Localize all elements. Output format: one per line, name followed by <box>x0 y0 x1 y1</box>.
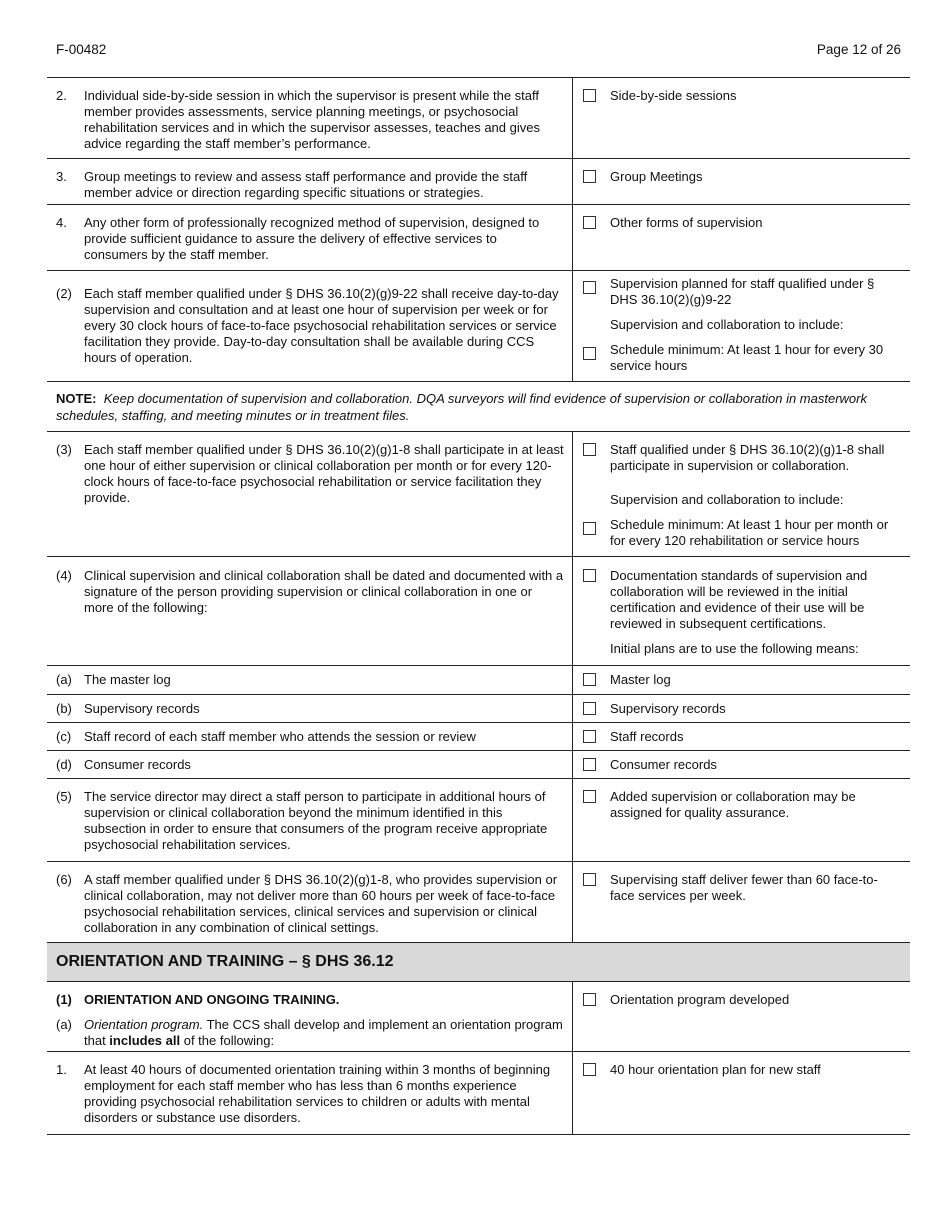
section-subheading: ORIENTATION AND ONGOING TRAINING. <box>84 992 340 1007</box>
requirement-text: Orientation program. The CCS shall develop and implement an orientation program that includes all of the following: <box>84 1017 563 1048</box>
item-number: 3. <box>56 169 67 184</box>
checkbox[interactable] <box>583 873 596 886</box>
item-number: 2. <box>56 88 67 103</box>
checkbox-label: Staff qualified under § DHS 36.10(2)(g)1-8 shall participate in supervision or collaboration. <box>610 442 885 473</box>
requirements-table <box>47 77 910 1135</box>
requirement-text: Clinical supervision and clinical collaboration shall be dated and documented with a signature of the person providing supervision or clinical collaboration in one or more of the following: <box>84 568 564 615</box>
table-row <box>47 779 910 862</box>
checkbox[interactable] <box>583 1063 596 1076</box>
requirement-text: Group meetings to review and assess staff performance and provide the staff member advice or direction regarding specific situations or strategies. <box>84 169 528 200</box>
checkbox[interactable] <box>583 569 596 582</box>
table-row <box>47 205 910 271</box>
requirement-text: The master log <box>84 672 171 687</box>
checkbox[interactable] <box>583 281 596 294</box>
item-number: 1. <box>56 1062 67 1077</box>
checkbox[interactable] <box>583 702 596 715</box>
checkbox-label: Added supervision or collaboration may be assigned for quality assurance. <box>610 789 856 820</box>
checkbox[interactable] <box>583 673 596 686</box>
include-note: Initial plans are to use the following means: <box>610 641 859 656</box>
requirement-text: Each staff member qualified under § DHS 36.10(2)(g)1-8 shall participate in at least one hour of either supervision or clinical collaboration per month or for every 120-clock hours of face-to-face psychosocial rehabilitation or service facilitation they provide. <box>84 442 564 505</box>
checkbox[interactable] <box>583 758 596 771</box>
checkbox[interactable] <box>583 170 596 183</box>
checkbox-label: Orientation program developed <box>610 992 790 1007</box>
checkbox-label: Schedule minimum: At least 1 hour per month or for every 120 rehabilitation or service hours <box>610 517 889 548</box>
checkbox[interactable] <box>583 347 596 360</box>
checkbox-label: Group Meetings <box>610 169 703 184</box>
item-number: (2) <box>56 286 72 301</box>
checkbox[interactable] <box>583 443 596 456</box>
checkbox-label: Supervisory records <box>610 701 726 716</box>
page-number: Page 12 of 26 <box>816 42 901 57</box>
table-row <box>47 432 910 557</box>
checkbox[interactable] <box>583 993 596 1006</box>
item-number: (3) <box>56 442 72 457</box>
table-row <box>47 862 910 943</box>
include-note: Supervision and collaboration to include: <box>610 492 844 507</box>
checkbox[interactable] <box>583 89 596 102</box>
table-row <box>47 159 910 205</box>
item-number: (c) <box>56 729 72 744</box>
note-label: NOTE: <box>56 391 97 406</box>
item-number: (4) <box>56 568 72 583</box>
include-note: Supervision and collaboration to include: <box>610 317 844 332</box>
table-row <box>47 751 910 779</box>
requirement-text: Staff record of each staff member who attends the session or review <box>84 729 476 744</box>
checkbox-label: Staff records <box>610 729 684 744</box>
checkbox-label: Master log <box>610 672 671 687</box>
requirement-text: A staff member qualified under § DHS 36.10(2)(g)1-8, who provides supervision or clinical collaboration, may not deliver more than 60 hours per week of face-to-face psychosocial rehabilitation services, clinical services and supervision or clinical collaboration in any combination of clinical settings. <box>84 872 558 935</box>
requirement-text: Each staff member qualified under § DHS 36.10(2)(g)9-22 shall receive day-to-day supervision and consultation and at least one hour of supervision per week or for every 30 clock hours of face-to-face psychosocial rehabilitation services or service facilitation they provide. Day-to-day consultation shall be available during CCS hours of operation. <box>84 286 559 365</box>
table-row <box>47 723 910 751</box>
checkbox-label: Documentation standards of supervision and collaboration will be reviewed in the initial certification and evidence of their use will be reviewed in subsequent certifications. <box>610 568 868 631</box>
checkbox-label: 40 hour orientation plan for new staff <box>610 1062 821 1077</box>
table-row <box>47 982 910 1052</box>
checkbox-label: Consumer records <box>610 757 717 772</box>
requirement-text: Consumer records <box>84 757 191 772</box>
requirement-text: Individual side-by-side session in which the supervisor is present while the staff member provides assessments, service planning meetings, or psychosocial rehabilitation services and in which the supervisor assesses, teaches and gives advice regarding the staff member’s performance. <box>84 88 540 151</box>
section-title: ORIENTATION AND TRAINING – § DHS 36.12 <box>47 943 910 981</box>
form-id: F-00482 <box>56 42 107 57</box>
requirement-text: At least 40 hours of documented orientation training within 3 months of beginning employment for each staff member who has less than 6 months experience providing psychosocial rehabilitation services to children or adults with mental disorders or substance use disorders. <box>84 1062 551 1125</box>
item-number: (a) <box>56 1017 72 1032</box>
checkbox-label: Supervision planned for staff qualified under § DHS 36.10(2)(g)9-22 <box>610 276 875 307</box>
item-number: (6) <box>56 872 72 887</box>
checkbox[interactable] <box>583 790 596 803</box>
table-row <box>47 695 910 723</box>
requirement-text: The service director may direct a staff person to participate in additional hours of supervision or clinical collaboration beyond the minimum identified in this subsection in order to ensure that consumers of the program receive appropriate psychosocial rehabilitation services. <box>84 789 548 852</box>
table-row <box>47 271 910 382</box>
note-text: Keep documentation of supervision and collaboration. DQA surveyors will find evidence of supervision or collaboration in masterwork schedules, staffing, and meeting minutes or in treatment files. <box>56 391 867 423</box>
checkbox-label: Side-by-side sessions <box>610 88 737 103</box>
table-row <box>47 1052 910 1135</box>
table-row <box>47 557 910 666</box>
checkbox[interactable] <box>583 522 596 535</box>
note-row <box>47 382 910 432</box>
item-number: 4. <box>56 215 67 230</box>
requirement-text: Any other form of professionally recognized method of supervision, designed to provide sufficient guidance to assure the delivery of effective services to consumers by the staff member. <box>84 215 540 262</box>
item-number: (1) <box>56 992 72 1007</box>
section-header-row <box>47 943 910 982</box>
table-row <box>47 78 910 159</box>
checkbox[interactable] <box>583 216 596 229</box>
checkbox-label: Schedule minimum: At least 1 hour for every 30 service hours <box>610 342 884 373</box>
table-row <box>47 666 910 695</box>
item-number: (5) <box>56 789 72 804</box>
requirement-text: Supervisory records <box>84 701 200 716</box>
checkbox-label: Supervising staff deliver fewer than 60 face-to-face services per week. <box>610 872 878 903</box>
checkbox-label: Other forms of supervision <box>610 215 763 230</box>
item-number: (b) <box>56 701 72 716</box>
checkbox[interactable] <box>583 730 596 743</box>
item-number: (d) <box>56 757 72 772</box>
item-number: (a) <box>56 672 72 687</box>
